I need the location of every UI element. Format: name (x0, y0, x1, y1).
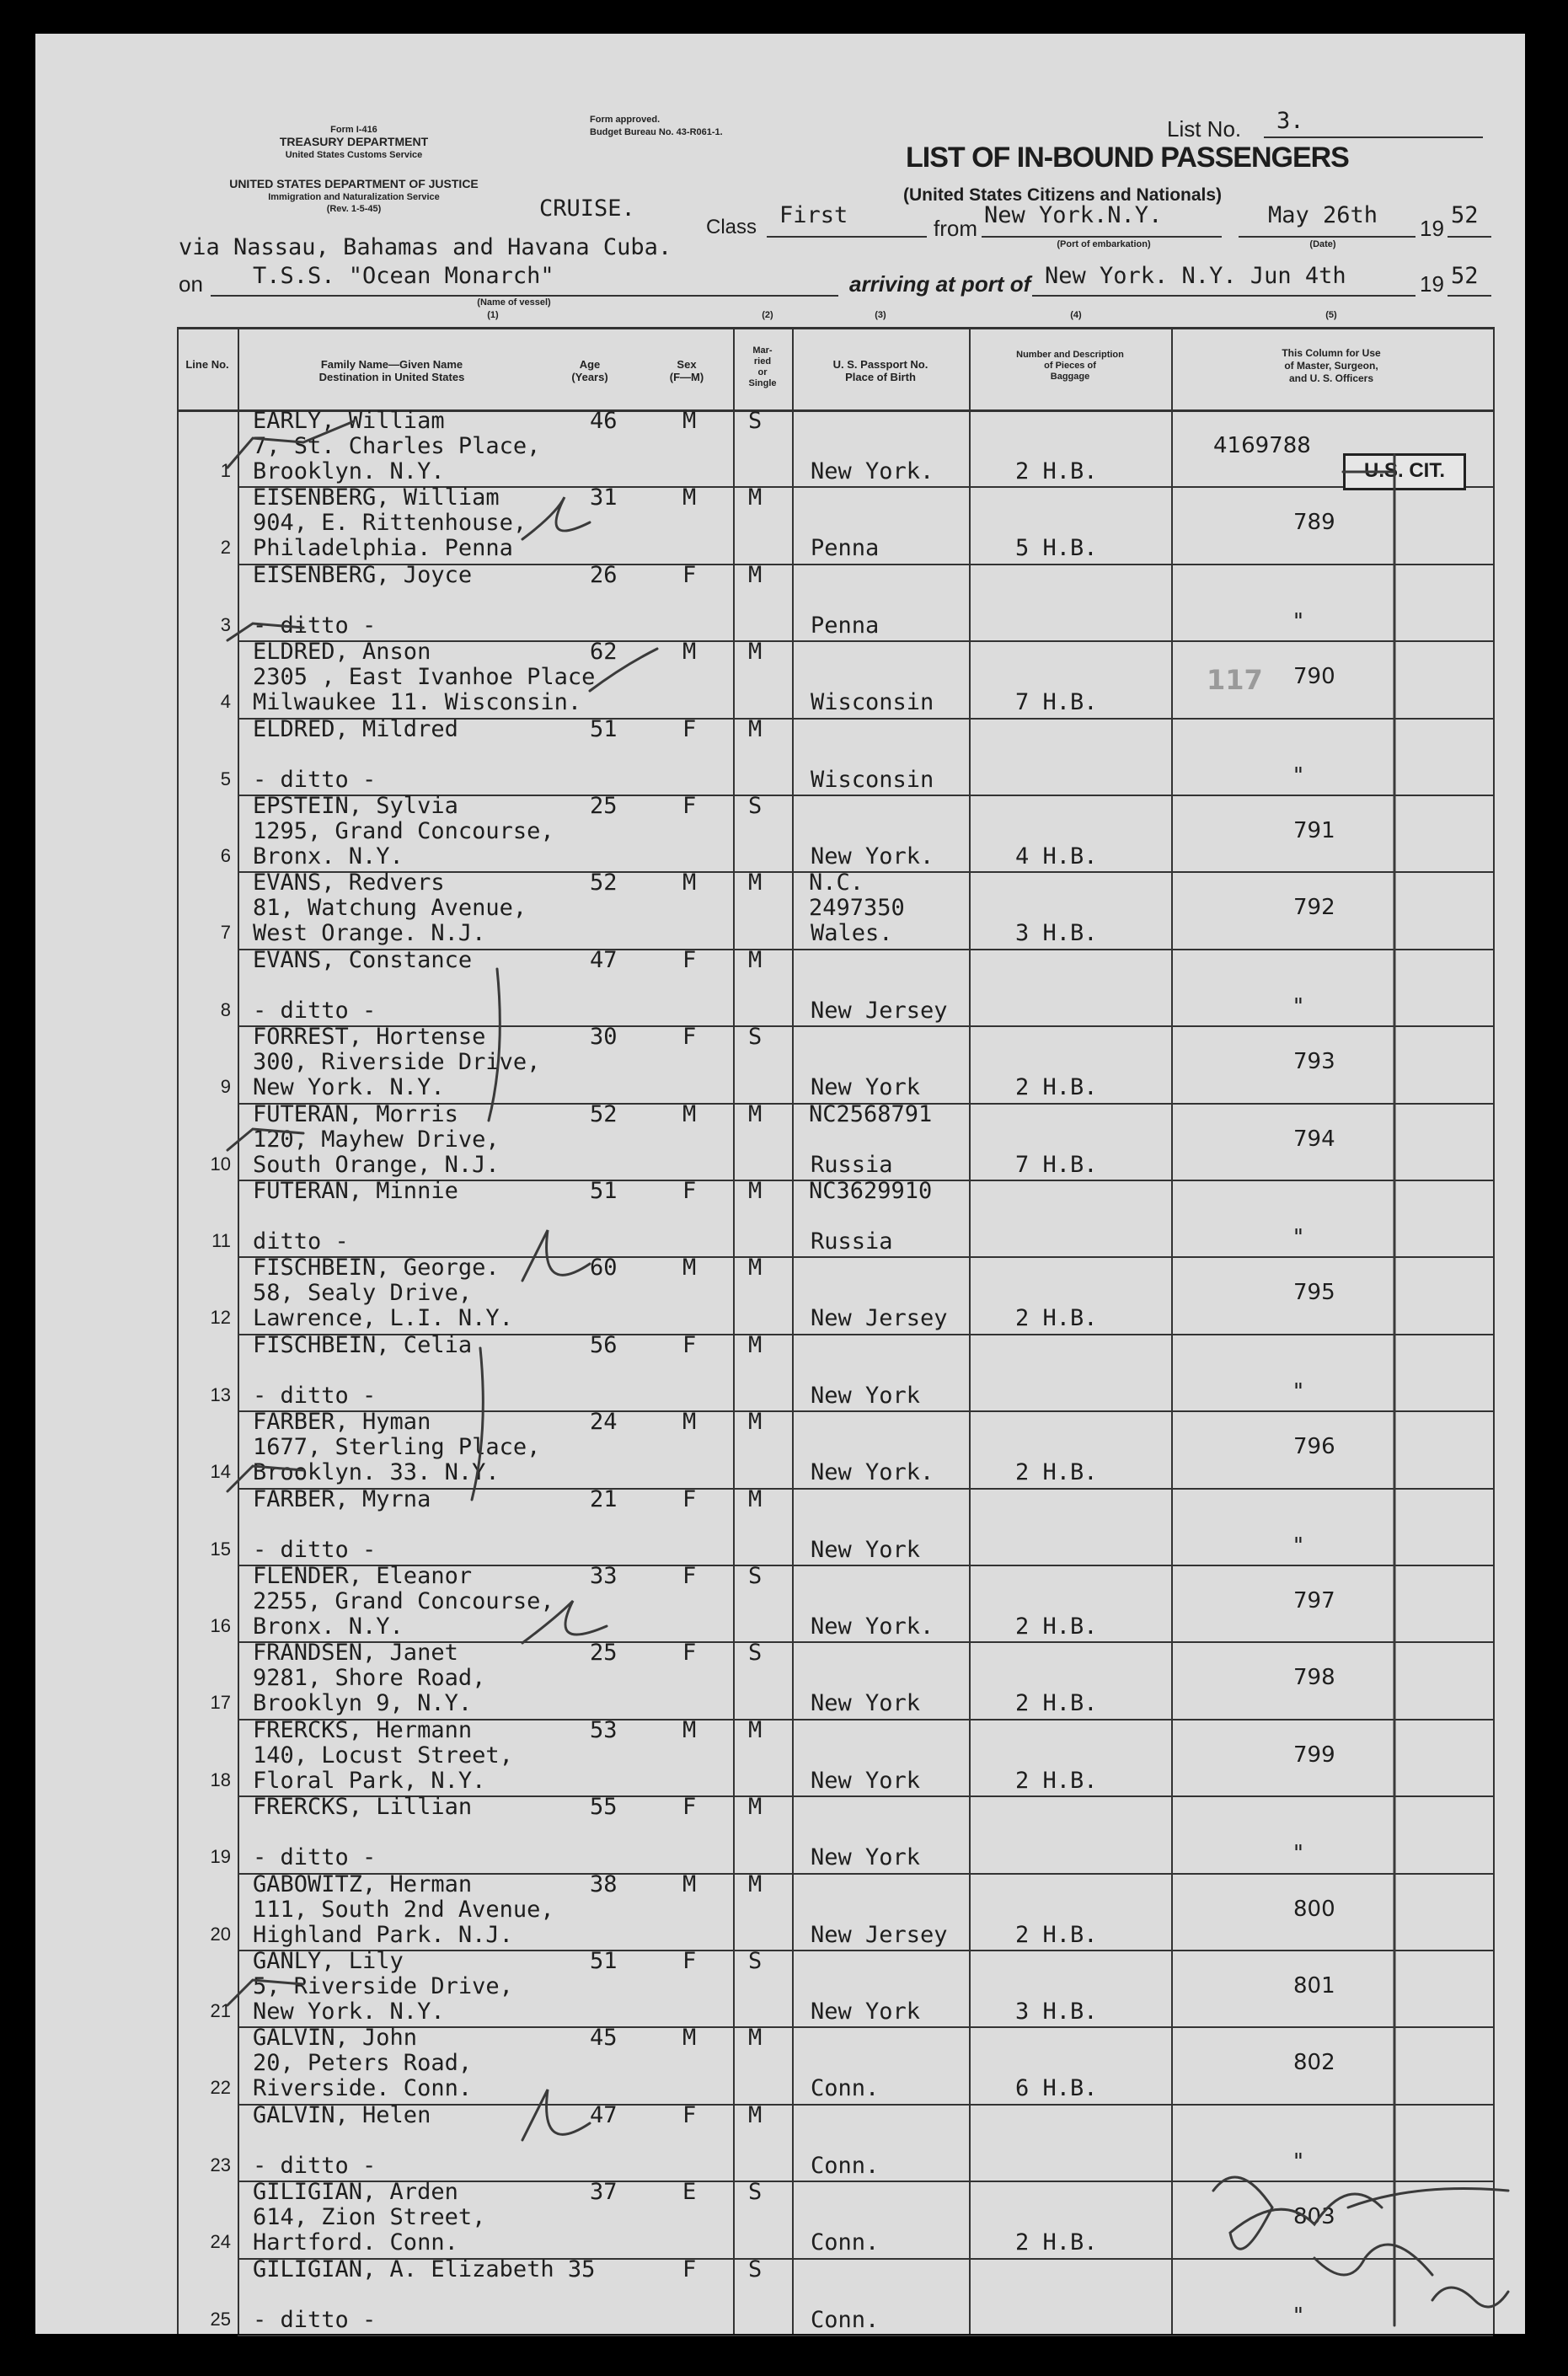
passenger-name: FLENDER, Eleanor (253, 1563, 473, 1589)
date-caption: (Date) (1309, 239, 1336, 249)
officer-number: 797 (1293, 1588, 1335, 1613)
passenger-city: - ditto - (253, 2306, 377, 2333)
officer-number: 798 (1293, 1665, 1335, 1691)
passenger-age: 56 (590, 1331, 618, 1358)
passenger-city: New York. N.Y. (253, 1999, 445, 2025)
row-divider (238, 1950, 1493, 1951)
place-of-birth: Conn. (811, 2229, 880, 2256)
passenger-name: FISCHBEIN, George. (253, 1255, 500, 1282)
place-of-birth: New York (811, 1999, 921, 2025)
passenger-age: 55 (590, 1794, 618, 1821)
passenger-sex: M (682, 484, 697, 511)
justice-dept: UNITED STATES DEPARTMENT OF JUSTICE (229, 177, 479, 190)
marital-status: M (748, 561, 763, 588)
revision: (Rev. 1-5-45) (326, 204, 382, 214)
passenger-age: 52 (590, 1100, 618, 1127)
place-of-birth: New York. (811, 1459, 934, 1486)
passenger-age: 47 (590, 946, 618, 973)
us-citizen-stamp: U.S. CIT. (1343, 453, 1466, 490)
marital-status: S (748, 1563, 763, 1589)
place-of-birth: New Jersey (811, 1305, 948, 1332)
passenger-sex: M (682, 1409, 697, 1436)
passenger-name: EVANS, Redvers (253, 870, 445, 896)
line-number: 8 (220, 998, 231, 1020)
passenger-age: 52 (590, 870, 618, 896)
officer-number: " (1293, 608, 1303, 634)
officer-number: " (1293, 1533, 1303, 1559)
baggage-count: 4 H.B. (1015, 843, 1098, 870)
budget-bureau: Budget Bureau No. 43-R061-1. (590, 127, 723, 137)
header-age: Age (Years) (571, 358, 608, 383)
class-label: Class (706, 216, 757, 238)
place-of-birth: New York (811, 1536, 921, 1563)
place-of-birth: New York. (811, 458, 934, 484)
passenger-name: FUTERAN, Minnie (253, 1178, 458, 1204)
passenger-name: EARLY, William (253, 408, 445, 434)
margin-number: 117 (1207, 664, 1263, 696)
passenger-address: 614, Zion Street, (253, 2204, 486, 2231)
line-number: 23 (210, 2154, 231, 2175)
marital-status: M (748, 1716, 763, 1743)
immigration-service: Immigration and Naturalization Service (268, 192, 440, 202)
marital-status: M (748, 639, 763, 666)
header-line-no: Line No. (185, 358, 229, 371)
line-number: 5 (220, 768, 231, 789)
passenger-age: 47 (590, 2101, 618, 2128)
officer-number: 802 (1293, 2050, 1335, 2076)
baggage-count: 2 H.B. (1015, 1305, 1098, 1332)
marital-status: S (748, 2256, 763, 2282)
year-value: 52 (1451, 202, 1479, 228)
officer-number: 800 (1293, 1896, 1335, 1922)
passenger-name: GILIGIAN, A. Elizabeth 35 (253, 2256, 596, 2282)
passenger-city: - ditto - (253, 2152, 377, 2179)
officer-number: 792 (1293, 895, 1335, 921)
year-prefix: 19 (1420, 216, 1444, 241)
passenger-city: - ditto - (253, 766, 377, 793)
place-of-birth: Wisconsin (811, 689, 934, 716)
passenger-name: FORREST, Hortense (253, 1024, 486, 1051)
passenger-sex: M (682, 639, 697, 666)
header-passport: U. S. Passport No. Place of Birth (832, 358, 928, 383)
marital-status: M (748, 484, 763, 511)
officer-number: " (1293, 1378, 1303, 1405)
passenger-sex: F (682, 2256, 697, 2282)
passenger-sex: F (682, 946, 697, 973)
row-divider (238, 2026, 1493, 2028)
line-number: 21 (210, 2000, 231, 2021)
line-number: 12 (210, 1307, 231, 1329)
officer-number: " (1293, 1225, 1303, 1250)
baggage-count: 2 H.B. (1015, 2229, 1098, 2256)
passenger-city: Bronx. N.Y. (253, 843, 404, 870)
officer-number: 795 (1293, 1280, 1335, 1306)
header-officers: This Column for Use of Master, Surgeon, and U. S. Officers (1282, 347, 1381, 384)
passenger-address: 2305 , East Ivanhoe Place (253, 664, 596, 691)
place-of-birth: Conn. (811, 2306, 880, 2333)
column-number: (3) (875, 310, 886, 320)
officer-number: 803 (1293, 2204, 1335, 2230)
passenger-address: 5, Riverside Drive, (253, 1973, 513, 1999)
officer-number: " (1293, 763, 1303, 789)
line-number: 20 (210, 1923, 231, 1945)
embarkation-port: New York.N.Y. (984, 202, 1163, 228)
baggage-count: 6 H.B. (1015, 2075, 1098, 2102)
column-number: (1) (487, 310, 499, 320)
list-label: List No. (1167, 116, 1242, 142)
row-divider (238, 2335, 1493, 2336)
page-title: LIST OF IN-BOUND PASSENGERS (906, 142, 1349, 174)
passenger-sex: M (682, 1716, 697, 1743)
line-number: 10 (210, 1153, 231, 1175)
passenger-sex: M (682, 1100, 697, 1127)
passenger-city: Lawrence, L.I. N.Y. (253, 1305, 513, 1332)
passenger-sex: F (682, 1485, 697, 1512)
marital-status: M (748, 1870, 763, 1897)
officer-number: 794 (1293, 1126, 1335, 1152)
passenger-name: EISENBERG, William (253, 484, 500, 511)
passenger-age: 51 (590, 715, 618, 742)
column-number: (5) (1325, 310, 1337, 320)
passenger-address: 58, Sealy Drive, (253, 1280, 473, 1307)
passport-number: NC3629910 (809, 1178, 933, 1204)
officer-number: " (1293, 2303, 1303, 2329)
passenger-name: FRERCKS, Lillian (253, 1794, 473, 1821)
line-number: 22 (210, 2077, 231, 2099)
passenger-city: Riverside. Conn. (253, 2075, 473, 2102)
port-caption: (Port of embarkation) (1057, 239, 1151, 249)
line-number: 25 (210, 2308, 231, 2330)
passenger-age: 62 (590, 639, 618, 666)
passenger-name: FRANDSEN, Janet (253, 1640, 458, 1667)
marital-status: S (748, 1024, 763, 1051)
baggage-count: 2 H.B. (1015, 458, 1098, 484)
passenger-address: 300, Riverside Drive, (253, 1049, 541, 1076)
passenger-name: FARBER, Myrna (253, 1485, 431, 1512)
place-of-birth: New York (811, 1767, 921, 1794)
on-label: on (179, 271, 203, 297)
baggage-count: 2 H.B. (1015, 1767, 1098, 1794)
officer-number: 790 (1293, 664, 1335, 690)
arrival-port-date: New York. N.Y. Jun 4th (1045, 263, 1346, 289)
place-of-birth: Wales. (811, 920, 893, 947)
route-text: via Nassau, Bahamas and Havana Cuba. (179, 234, 672, 260)
line-number: 7 (220, 922, 231, 944)
passenger-age: 33 (590, 1563, 618, 1589)
passenger-age: 24 (590, 1409, 618, 1436)
place-of-birth: New York (811, 1844, 921, 1871)
line-number: 9 (220, 1076, 231, 1098)
place-of-birth: Russia (811, 1151, 893, 1178)
marital-status: S (748, 2179, 763, 2206)
passenger-city: Brooklyn 9, N.Y. (253, 1690, 473, 1717)
passenger-sex: M (682, 870, 697, 896)
arriving-label: arriving at port of (849, 271, 1031, 297)
officer-number: " (1293, 1841, 1303, 1867)
officer-number: " (1293, 2149, 1303, 2175)
treasury-dept: TREASURY DEPARTMENT (279, 135, 429, 148)
passenger-name: ELDRED, Anson (253, 639, 431, 666)
line-number: 18 (210, 1769, 231, 1790)
marital-status: M (748, 1178, 763, 1204)
passenger-age: 51 (590, 1948, 618, 1974)
column-number: (4) (1070, 310, 1082, 320)
passenger-name: GILIGIAN, Arden (253, 2179, 458, 2206)
passenger-address: 111, South 2nd Avenue, (253, 1896, 554, 1923)
marital-status: S (748, 408, 763, 434)
line-number: 11 (211, 1230, 231, 1251)
line-number: 14 (210, 1461, 231, 1483)
passenger-sex: F (682, 1794, 697, 1821)
marital-status: M (748, 2025, 763, 2052)
passenger-name: GALVIN, Helen (253, 2101, 431, 2128)
marital-status: M (748, 1255, 763, 1282)
marital-status: S (748, 1640, 763, 1667)
officer-number: 801 (1293, 1973, 1335, 1999)
passenger-address: 7, St. Charles Place, (253, 433, 541, 459)
vessel-caption: (Name of vessel) (477, 297, 551, 308)
passenger-age: 38 (590, 1870, 618, 1897)
customs-service: United States Customs Service (285, 150, 423, 160)
place-of-birth: Conn. (811, 2075, 880, 2102)
passenger-age: 26 (590, 561, 618, 588)
place-of-birth: Russia (811, 1228, 893, 1255)
passenger-age: 30 (590, 1024, 618, 1051)
passenger-city: Floral Park, N.Y. (253, 1767, 486, 1794)
passenger-age: 53 (590, 1716, 618, 1743)
officer-number: 791 (1293, 818, 1335, 843)
form-approved: Form approved. (590, 115, 661, 125)
marital-status: M (748, 1409, 763, 1436)
passenger-address: 1677, Sterling Place, (253, 1434, 541, 1461)
passenger-address: 2255, Grand Concourse, (253, 1588, 554, 1614)
officer-number: 796 (1293, 1434, 1335, 1460)
marital-status: M (748, 870, 763, 896)
marital-status: M (748, 1794, 763, 1821)
header-baggage: Number and Description of Pieces of Baggage (1016, 350, 1124, 382)
marital-status: M (748, 2101, 763, 2128)
header-sex: Sex (F—M) (669, 358, 704, 383)
passenger-city: Hartford. Conn. (253, 2229, 458, 2256)
embarkation-date: May 26th (1268, 202, 1378, 228)
passenger-age: 51 (590, 1178, 618, 1204)
page-subtitle: (United States Citizens and Nationals) (903, 185, 1223, 205)
line-number: 16 (210, 1615, 231, 1636)
passport-number: NC2568791 (809, 1100, 933, 1127)
marital-status: S (748, 793, 763, 819)
passenger-sex: E (682, 2179, 697, 2206)
form-number: Form I-416 (330, 125, 377, 135)
officer-number: 4169788 (1213, 433, 1311, 458)
passenger-age: 60 (590, 1255, 618, 1282)
passenger-sex: F (682, 1178, 697, 1204)
passenger-age: 37 (590, 2179, 618, 2206)
passenger-city: - ditto - (253, 1536, 377, 1563)
place-of-birth: Penna (811, 612, 880, 639)
vessel-name: T.S.S. "Ocean Monarch" (253, 263, 554, 289)
passenger-address: 140, Locust Street, (253, 1742, 513, 1769)
passenger-city: Brooklyn. 33. N.Y. (253, 1459, 500, 1486)
header-married: Mar- ried or Single (748, 345, 777, 388)
line-number: 15 (210, 1538, 231, 1560)
passenger-sex: F (682, 2101, 697, 2128)
passenger-address: 1295, Grand Concourse, (253, 818, 554, 844)
passenger-address: 9281, Shore Road, (253, 1665, 486, 1692)
passenger-city: Milwaukee 11. Wisconsin. (253, 689, 582, 716)
class-value: First (779, 202, 848, 228)
baggage-count: 2 H.B. (1015, 1074, 1098, 1101)
arrival-year-prefix: 19 (1420, 271, 1444, 297)
passenger-age: 21 (590, 1485, 618, 1512)
passenger-sex: F (682, 715, 697, 742)
passenger-name: FUTERAN, Morris (253, 1100, 458, 1127)
arrival-year: 52 (1451, 263, 1479, 289)
baggage-count: 2 H.B. (1015, 1613, 1098, 1640)
passenger-sex: M (682, 1870, 697, 1897)
line-number: 19 (210, 1846, 231, 1868)
place-of-birth: New York (811, 1690, 921, 1717)
marital-status: M (748, 1100, 763, 1127)
passenger-city: South Orange, N.J. (253, 1151, 500, 1178)
passenger-sex: F (682, 561, 697, 588)
place-of-birth: New York (811, 1074, 921, 1101)
line-number: 24 (210, 2231, 231, 2253)
list-number: 3. (1276, 108, 1304, 134)
passenger-address: 120, Mayhew Drive, (253, 1126, 500, 1153)
passenger-city: - ditto - (253, 1844, 377, 1871)
passenger-sex: F (682, 1331, 697, 1358)
passenger-name: FISCHBEIN, Celia (253, 1331, 473, 1358)
passenger-city: Bronx. N.Y. (253, 1613, 404, 1640)
baggage-count: 2 H.B. (1015, 1921, 1098, 1948)
passenger-age: 31 (590, 484, 618, 511)
passenger-address: 81, Watchung Avenue, (253, 895, 527, 922)
passenger-sex: M (682, 408, 697, 434)
passenger-city: New York. N.Y. (253, 1074, 445, 1101)
column-number: (2) (762, 310, 773, 320)
passenger-sex: F (682, 1024, 697, 1051)
cruise-label: CRUISE. (539, 195, 635, 222)
passenger-city: West Orange. N.J. (253, 920, 486, 947)
from-label: from (934, 216, 977, 241)
passenger-name: EISENBERG, Joyce (253, 561, 473, 588)
passenger-name: FRERCKS, Hermann (253, 1716, 473, 1743)
line-number: 2 (220, 537, 231, 559)
passenger-city: Highland Park. N.J. (253, 1921, 513, 1948)
place-of-birth: New York. (811, 1613, 934, 1640)
place-of-birth: Conn. (811, 2152, 880, 2179)
line-number: 6 (220, 845, 231, 866)
passenger-name: GALVIN, John (253, 2025, 418, 2052)
marital-status: M (748, 1485, 763, 1512)
passenger-address: 904, E. Rittenhouse, (253, 510, 527, 537)
passport-number-2: 2497350 (809, 895, 905, 922)
baggage-count: 2 H.B. (1015, 1690, 1098, 1717)
passenger-city: ditto - (253, 1228, 349, 1255)
passenger-name: FARBER, Hyman (253, 1409, 431, 1436)
passport-number: N.C. (809, 870, 864, 896)
place-of-birth: Penna (811, 535, 880, 562)
passenger-name: GABOWITZ, Herman (253, 1870, 473, 1897)
passenger-sex: M (682, 2025, 697, 2052)
line-number: 13 (210, 1383, 231, 1405)
passenger-city: - ditto - (253, 997, 377, 1024)
place-of-birth: New Jersey (811, 997, 948, 1024)
officer-number: " (1293, 993, 1303, 1019)
passenger-city: Philadelphia. Penna (253, 535, 513, 562)
passenger-age: 25 (590, 793, 618, 819)
passenger-age: 46 (590, 408, 618, 434)
passenger-sex: M (682, 1255, 697, 1282)
passenger-address: 20, Peters Road, (253, 2050, 473, 2077)
passenger-sex: F (682, 1563, 697, 1589)
header-name-destination: Family Name—Given Name Destination in United States (318, 358, 465, 383)
baggage-count: 3 H.B. (1015, 920, 1098, 947)
officer-number: 793 (1293, 1049, 1335, 1075)
baggage-count: 7 H.B. (1015, 689, 1098, 716)
baggage-count: 2 H.B. (1015, 1459, 1098, 1486)
passenger-city: - ditto - (253, 1382, 377, 1409)
line-number: 4 (220, 691, 231, 713)
passenger-name: GANLY, Lily (253, 1948, 404, 1974)
place-of-birth: New York (811, 1382, 921, 1409)
marital-status: M (748, 946, 763, 973)
place-of-birth: New York. (811, 843, 934, 870)
passenger-sex: F (682, 1640, 697, 1667)
line-number: 3 (220, 613, 231, 635)
officer-number: 789 (1293, 510, 1335, 536)
passenger-sex: F (682, 1948, 697, 1974)
passenger-city: - ditto - (253, 612, 377, 639)
marital-status: M (748, 1331, 763, 1358)
officer-number: 799 (1293, 1742, 1335, 1768)
marital-status: M (748, 715, 763, 742)
place-of-birth: New Jersey (811, 1921, 948, 1948)
passenger-age: 25 (590, 1640, 618, 1667)
passenger-age: 45 (590, 2025, 618, 2052)
marital-status: S (748, 1948, 763, 1974)
passenger-name: ELDRED, Mildred (253, 715, 458, 742)
passenger-name: EPSTEIN, Sylvia (253, 793, 458, 819)
baggage-count: 5 H.B. (1015, 535, 1098, 562)
line-number: 1 (220, 460, 231, 481)
passenger-sex: F (682, 793, 697, 819)
line-number: 17 (210, 1692, 231, 1714)
passenger-city: Brooklyn. N.Y. (253, 458, 445, 484)
baggage-count: 7 H.B. (1015, 1151, 1098, 1178)
passenger-name: EVANS, Constance (253, 946, 473, 973)
place-of-birth: Wisconsin (811, 766, 934, 793)
baggage-count: 3 H.B. (1015, 1999, 1098, 2025)
